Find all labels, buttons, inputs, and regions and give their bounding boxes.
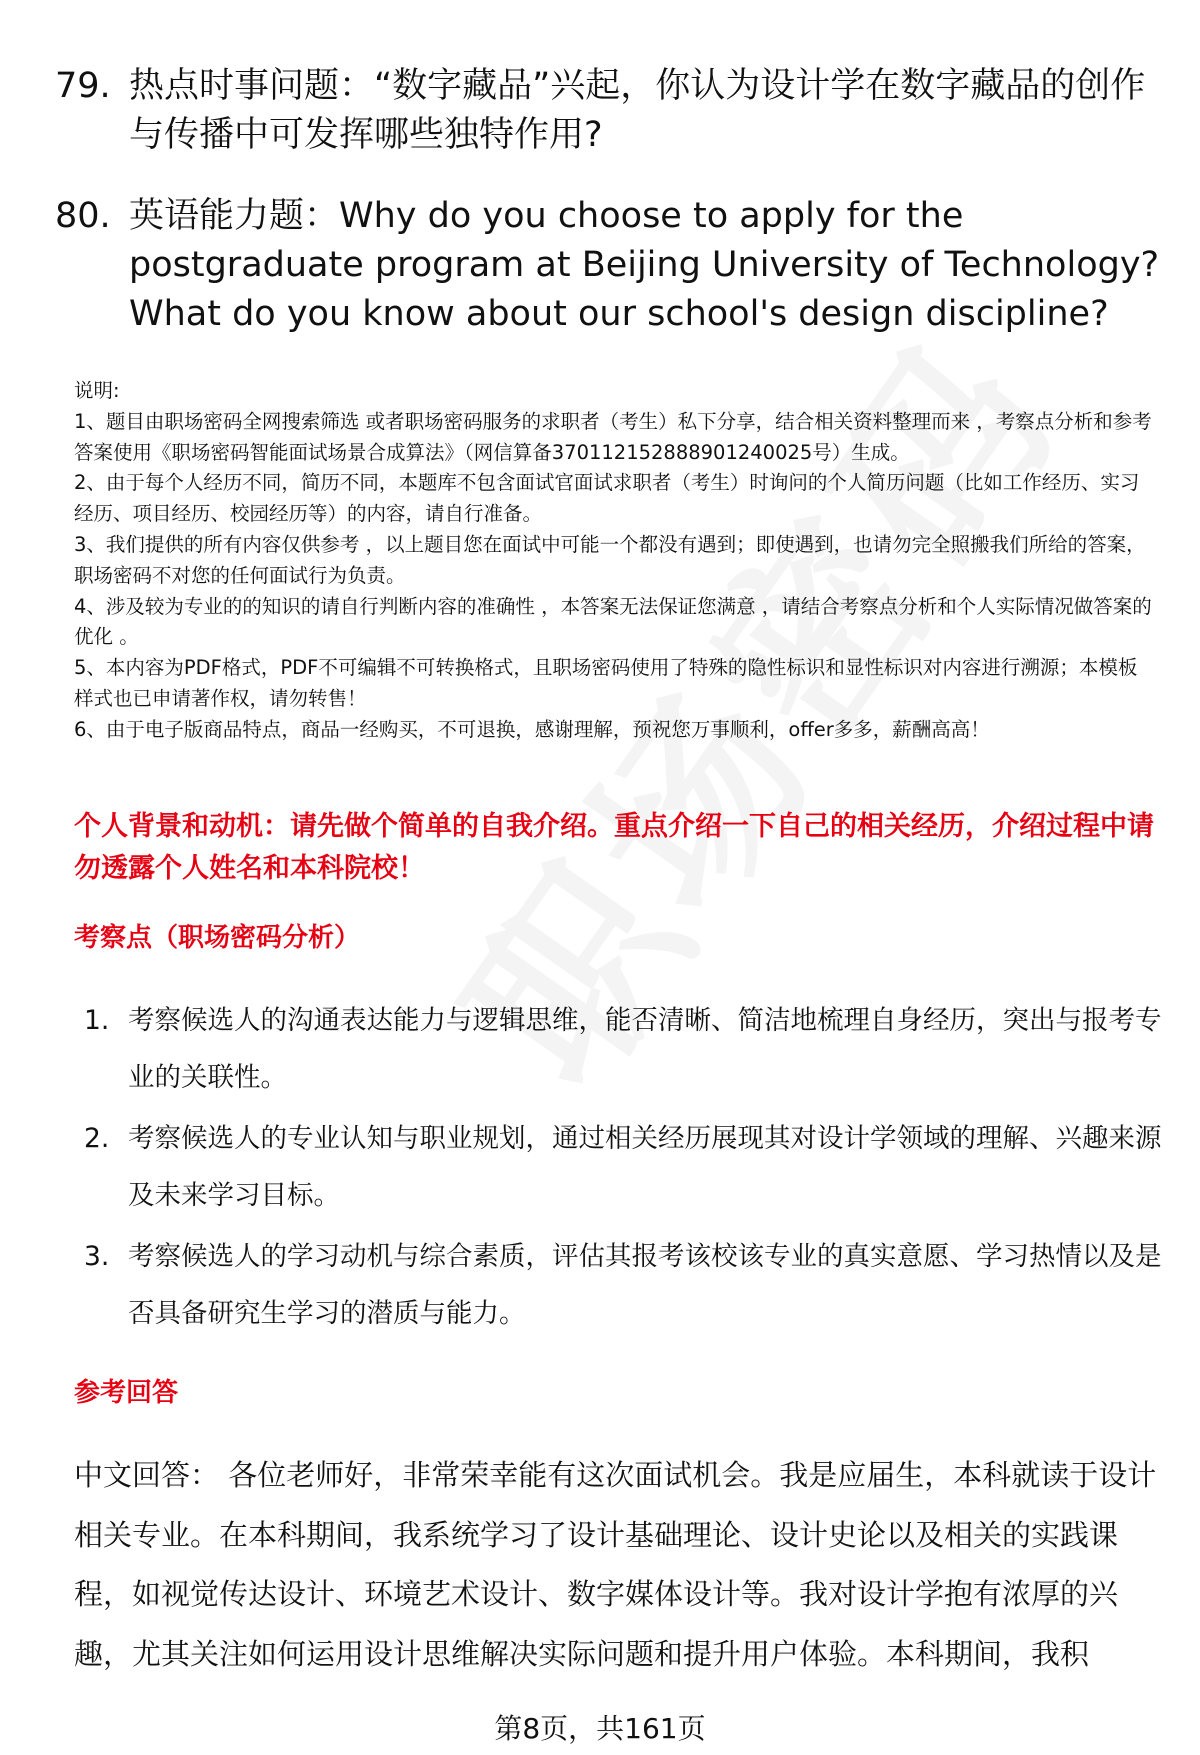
exam-points-heading: 考察点（职场密码分析） — [74, 923, 361, 953]
note-item: 4、涉及较为专业的的知识的请自行判断内容的准确性 ，本答案无法保证您满意 ，请结合考察点分析和个人实际情况做答案的优化 。 — [74, 594, 1152, 649]
question-80 — [55, 192, 1165, 339]
notes-section — [74, 376, 1154, 746]
reference-answer-text: 中文回答： 各位老师好，非常荣幸能有这次面试机会。我是应届生，本科就读于设计相关专业。在本科期间，我系统学习了设计基础理论、设计史论以及相关的实践课程，如视觉传达设计、环境艺术设计、数字媒体设计等。我对设计学抱有浓厚的兴趣，尤其关注如何运用设计思维解决实际问题和提升用户体验。本科期间，我积 — [74, 1458, 1157, 1671]
exam-point-number: 1. — [84, 1005, 110, 1036]
exam-point-text: 考察候选人的专业认知与职业规划，通过相关经历展现其对设计学领域的理解、兴趣来源及未来学习目标。 — [128, 1123, 1162, 1211]
motive-question-heading: 个人背景和动机：请先做个简单的自我介绍。重点介绍一下自己的相关经历，介绍过程中请勿透露个人姓名和本科院校！ — [74, 811, 1154, 884]
note-item: 3、我们提供的所有内容仅供参考 ，以上题目您在面试中可能一个都没有遇到；即使遇到，也请勿完全照搬我们所给的答案，职场密码不对您的任何面试行为负责。 — [74, 532, 1146, 587]
exam-point-item — [84, 1110, 1164, 1224]
question-number: 79. — [55, 66, 111, 106]
exam-point-item — [84, 992, 1164, 1106]
note-item: 6、由于电子版商品特点，商品一经购买，不可退换，感谢理解，预祝您万事顺利，offer多多，薪酬高高！ — [74, 717, 990, 741]
exam-point-item — [84, 1228, 1164, 1342]
exam-points-list — [84, 992, 1164, 1346]
question-text: 热点时事问题：“数字藏品”兴起，你认为设计学在数字藏品的创作与传播中可发挥哪些独特作用? — [129, 66, 1146, 155]
question-text: 英语能力题：Why do you choose to apply for the postgraduate program at Beijing University of Technology? What do you know about our school's design discipline? — [129, 196, 1160, 334]
note-item: 1、题目由职场密码全网搜索筛选 或者职场密码服务的求职者（考生）私下分享，结合相关资料整理而来 ，考察点分析和参考答案使用《职场密码智能面试场景合成算法》（网信算备370112152888901240025号）生成。 — [74, 409, 1152, 464]
exam-point-number: 3. — [84, 1241, 110, 1272]
exam-point-text: 考察候选人的学习动机与综合素质，评估其报考该校该专业的真实意愿、学习热情以及是否具备研究生学习的潜质与能力。 — [128, 1241, 1162, 1329]
note-item: 2、由于每个人经历不同，简历不同，本题库不包含面试官面试求职者（考生）时询问的个人简历问题（比如工作经历、实习经历、项目经历、校园经历等）的内容，请自行准备。 — [74, 471, 1140, 526]
page-footer: 第8页，共161页 — [494, 1712, 706, 1745]
reference-answer-heading: 参考回答 — [74, 1378, 179, 1408]
question-79 — [55, 62, 1165, 160]
exam-point-number: 2. — [84, 1123, 110, 1154]
notes-title: 说明: — [74, 379, 120, 402]
exam-point-text: 考察候选人的沟通表达能力与逻辑思维，能否清晰、简洁地梳理自身经历，突出与报考专业的关联性。 — [128, 1005, 1162, 1093]
question-number: 80. — [55, 196, 111, 236]
note-item: 5、本内容为PDF格式，PDF不可编辑不可转换格式，且职场密码使用了特殊的隐性标识和显性标识对内容进行溯源；本模板样式也已申请著作权，请勿转售！ — [74, 656, 1138, 710]
